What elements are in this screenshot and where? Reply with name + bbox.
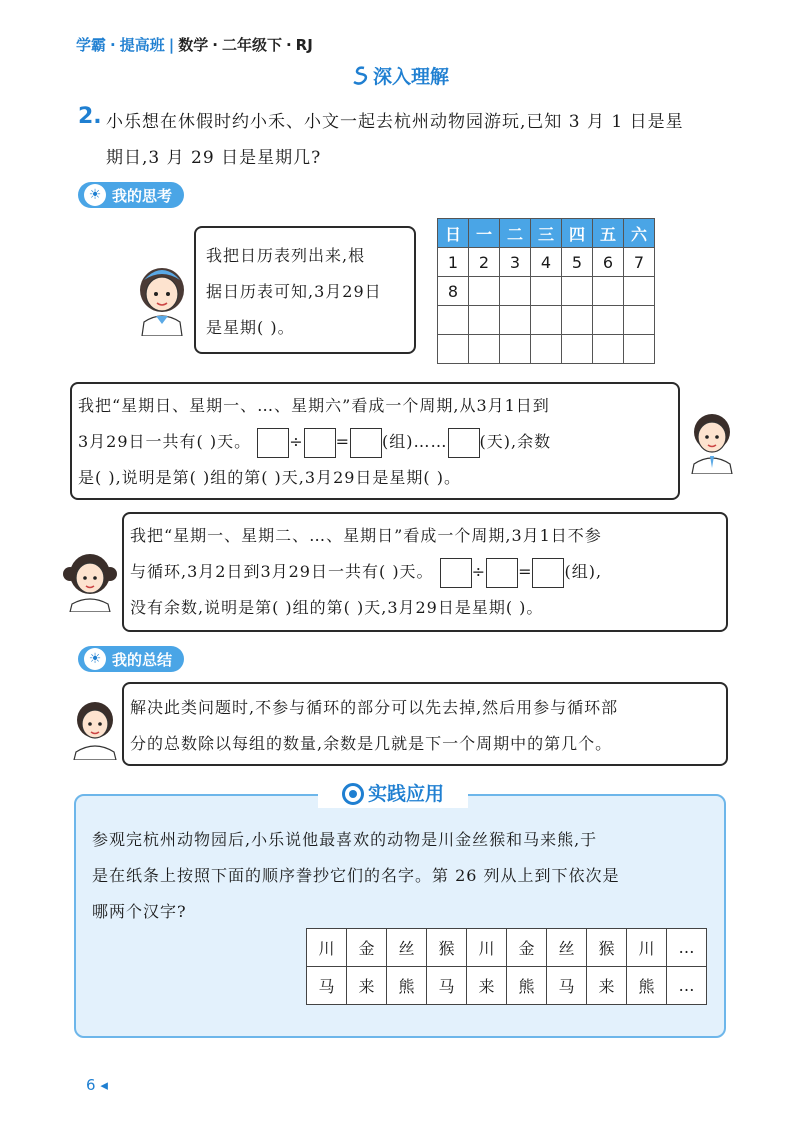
subject: 数学 [178, 36, 209, 54]
page-number-value: 6 [86, 1076, 96, 1094]
character-cell: 金 [507, 929, 547, 967]
think-tag [78, 182, 184, 208]
calendar-cell[interactable] [531, 335, 562, 364]
calendar-cell: 7 [624, 248, 655, 277]
calendar-header-cell: 四 [562, 219, 593, 248]
question-number: 2. [78, 104, 102, 129]
calendar-cell[interactable] [531, 277, 562, 306]
character-cell: 川 [627, 929, 667, 967]
section-title [0, 62, 800, 89]
method2-total-days: 与循环,3月2日到3月29日一共有( )天。 [130, 562, 434, 581]
character-sequence-table [306, 928, 707, 1005]
calendar-cell[interactable] [624, 277, 655, 306]
equals-sign: = [335, 432, 351, 451]
character-cell: 猴 [587, 929, 627, 967]
think-tag-label: 我的思考 [112, 187, 173, 205]
calendar-cell: 4 [531, 248, 562, 277]
method2-line-2 [130, 554, 720, 590]
method2-line-3: 没有余数,说明是第( )组的第( )天,3月29日是星期( )。 [130, 598, 544, 617]
dividend-box[interactable] [440, 558, 472, 588]
divisor-box[interactable] [304, 428, 336, 458]
calendar-cell[interactable] [531, 306, 562, 335]
calendar-table [437, 218, 655, 364]
summary-tag-label: 我的总结 [112, 651, 173, 669]
calendar-header-cell: 二 [500, 219, 531, 248]
calendar-cell[interactable] [593, 335, 624, 364]
calendar-row [438, 277, 655, 306]
character-cell: 丝 [547, 929, 587, 967]
method-bubble-monday-cycle [122, 512, 728, 632]
remainder-box[interactable] [448, 428, 480, 458]
practice-title [318, 780, 468, 808]
practice-line-2: 是在纸条上按照下面的顺序誊抄它们的名字。第 26 列从上到下依次是 [92, 866, 620, 885]
calendar-cell[interactable] [469, 306, 500, 335]
character-cell: 马 [307, 967, 347, 1005]
character-row-top [307, 929, 707, 967]
character-cell: … [667, 929, 707, 967]
calendar-row [438, 248, 655, 277]
group-label: (组), [564, 562, 603, 581]
calendar-cell[interactable] [500, 306, 531, 335]
character-cell: 金 [347, 929, 387, 967]
character-cell: 川 [467, 929, 507, 967]
question-line-1: 小乐想在休假时约小禾、小文一起去杭州动物园游玩,已知 3 月 1 日是星 [106, 112, 684, 132]
calendar-header-cell: 日 [438, 219, 469, 248]
page-header: 学霸 · 提高班 | 数学 · 二年级下 · RJ [76, 36, 313, 54]
divide-sign: ÷ [471, 562, 487, 581]
summary-bubble [122, 682, 728, 766]
bubble-line-1: 我把日历表列出来,根 [206, 246, 366, 265]
method1-remainder-text: (天),余数 [479, 432, 552, 451]
method2-line-1: 我把“星期一、星期二、…、星期日”看成一个周期,3月1日不参 [130, 526, 602, 545]
method1-line-1: 我把“星期日、星期一、…、星期六”看成一个周期,从3月1日到 [78, 396, 550, 415]
character-cell: 熊 [627, 967, 667, 1005]
calendar-cell[interactable] [469, 277, 500, 306]
grade: 二年级下 [221, 36, 282, 54]
calendar-header-cell: 五 [593, 219, 624, 248]
group-label: (组)…… [382, 432, 448, 451]
lightbulb-icon: ☀ [84, 184, 106, 206]
summary-line-2: 分的总数除以每组的数量,余数是几就是下一个周期中的第几个。 [130, 734, 613, 753]
girl-avatar-icon [130, 262, 194, 336]
character-cell: 马 [547, 967, 587, 1005]
left-arrow-icon: ◂ [100, 1076, 108, 1094]
section-title-text: 深入理解 [372, 66, 449, 88]
character-cell: … [667, 967, 707, 1005]
speech-bubble-calendar [194, 226, 416, 354]
calendar-cell[interactable] [624, 306, 655, 335]
character-cell: 熊 [387, 967, 427, 1005]
quotient-box[interactable] [532, 558, 564, 588]
lightbulb-icon: ☀ [84, 648, 106, 670]
character-cell: 熊 [507, 967, 547, 1005]
calendar-cell[interactable] [438, 335, 469, 364]
calendar-cell[interactable] [562, 335, 593, 364]
character-cell: 丝 [387, 929, 427, 967]
method-bubble-sunday-cycle [70, 382, 680, 500]
equals-sign: = [518, 562, 533, 581]
calendar-cell[interactable] [469, 335, 500, 364]
question-line-2: 期日,3 月 29 日是星期几? [106, 148, 322, 168]
calendar-cell[interactable] [593, 277, 624, 306]
calendar-cell: 3 [500, 248, 531, 277]
calendar-header-cell: 一 [469, 219, 500, 248]
bubble-line-3: 是星期( )。 [206, 318, 295, 337]
character-cell: 川 [307, 929, 347, 967]
calendar-cell[interactable] [500, 335, 531, 364]
method1-line-3: 是( ),说明是第( )组的第( )天,3月29日是星期( )。 [78, 468, 461, 487]
summary-tag [78, 646, 184, 672]
divisor-box[interactable] [486, 558, 518, 588]
calendar-row [438, 335, 655, 364]
dividend-box[interactable] [257, 428, 289, 458]
girl-avatar-icon [60, 548, 120, 612]
calendar-cell[interactable] [624, 335, 655, 364]
character-cell: 来 [467, 967, 507, 1005]
calendar-header-cell: 三 [531, 219, 562, 248]
character-cell: 猴 [427, 929, 467, 967]
character-cell: 来 [347, 967, 387, 1005]
question-text [106, 104, 726, 176]
calendar-cell: 1 [438, 248, 469, 277]
summary-line-1: 解决此类问题时,不参与循环的部分可以先去掉,然后用参与循环部 [130, 698, 619, 717]
practice-title-text: 实践应用 [367, 783, 444, 805]
calendar-header-cell: 六 [624, 219, 655, 248]
swirl-icon [351, 66, 369, 86]
edition: RJ [295, 36, 313, 54]
practice-line-1: 参观完杭州动物园后,小乐说他最喜欢的动物是川金丝猴和马来熊,于 [92, 830, 598, 849]
quotient-box[interactable] [350, 428, 382, 458]
character-cell: 来 [587, 967, 627, 1005]
calendar-cell: 2 [469, 248, 500, 277]
method1-total-days: 3月29日一共有( )天。 [78, 432, 252, 451]
divide-sign: ÷ [289, 432, 304, 451]
calendar-cell[interactable] [500, 277, 531, 306]
brand-logo-text: 学霸 [76, 36, 107, 54]
calendar-cell[interactable] [593, 306, 624, 335]
calendar-cell: 6 [593, 248, 624, 277]
calendar-cell: 5 [562, 248, 593, 277]
calendar-cell[interactable] [562, 277, 593, 306]
teacher-avatar-icon [68, 696, 122, 760]
calendar-header-row [438, 219, 655, 248]
boy-avatar-icon [684, 408, 740, 474]
bubble-line-2: 据日历表可知,3月29日 [206, 282, 382, 301]
character-cell: 马 [427, 967, 467, 1005]
calendar-cell[interactable] [562, 306, 593, 335]
method1-line-2 [78, 424, 672, 460]
target-icon [342, 783, 364, 805]
page-number [86, 1076, 108, 1094]
practice-line-3: 哪两个汉字? [92, 902, 187, 921]
practice-question [92, 822, 712, 930]
series-name: 提高班 [119, 36, 165, 54]
calendar-cell[interactable] [438, 306, 469, 335]
calendar-row [438, 306, 655, 335]
character-row-bottom [307, 967, 707, 1005]
calendar-cell[interactable]: 8 [438, 277, 469, 306]
